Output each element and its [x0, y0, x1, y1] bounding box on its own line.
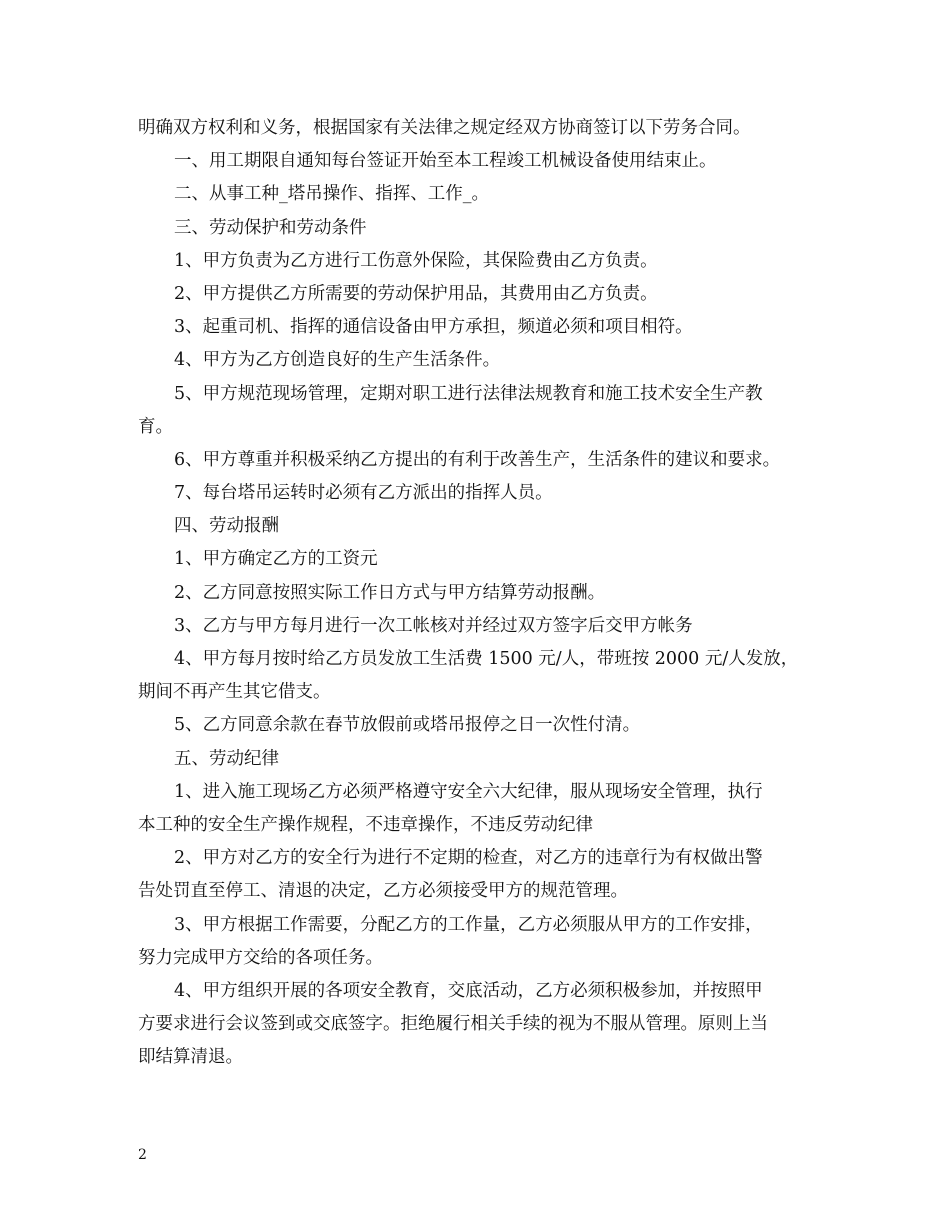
- text-line: 5、甲方规范现场管理，定期对职工进行法律法规教育和施工技术安全生产教: [174, 383, 763, 404]
- text-line: 2、甲方对乙方的安全行为进行不定期的检查，对乙方的违章行为有权做出警: [174, 848, 763, 869]
- text-line: 2、甲方提供乙方所需要的劳动保护用品，其费用由乙方负责。: [174, 283, 658, 304]
- text-line: 7、每台塔吊运转时必须有乙方派出的指挥人员。: [174, 483, 553, 504]
- text-line: 4、甲方为乙方创造良好的生产生活条件。: [174, 350, 501, 371]
- text-line: 2、乙方同意按照实际工作日方式与甲方结算劳动报酬。: [174, 582, 606, 603]
- text-line: 3、乙方与甲方每月进行一次工帐核对并经过双方签字后交甲方帐务: [174, 615, 693, 636]
- text-line: 1、进入施工现场乙方必须严格遵守安全六大纪律，服从现场安全管理，执行: [174, 781, 763, 802]
- text-line: 努力完成甲方交给的各项任务。: [138, 947, 383, 968]
- text-line: 四、劳动报酬: [174, 516, 279, 537]
- text-line: 二、从事工种_塔吊操作、指挥、工作_。: [174, 184, 489, 205]
- text-line: 1、甲方负责为乙方进行工伤意外保险，其保险费由乙方负责。: [174, 250, 658, 271]
- text-line: 4、甲方每月按时给乙方员发放工生活费 1500 元/人，带班按 2000 元/人发放，: [174, 649, 799, 669]
- text-line: 方要求进行会议签到或交底签字。拒绝履行相关手续的视为不服从管理。原则上当: [138, 1014, 768, 1035]
- document-body: [138, 112, 828, 1074]
- text-line: 期间不再产生其它借支。: [138, 682, 331, 703]
- text-line: 明确双方权利和义务，根据国家有关法律之规定经双方协商签订以下劳务合同。: [138, 118, 751, 138]
- text-line: 即结算清退。: [138, 1047, 243, 1068]
- text-line: 3、甲方根据工作需要，分配乙方的工作量，乙方必须服从甲方的工作安排，: [174, 914, 763, 935]
- text-line: 4、甲方组织开展的各项安全教育，交底活动，乙方必须积极参加，并按照甲: [174, 980, 763, 1001]
- text-line: 五、劳动纪律: [174, 748, 279, 769]
- text-line: 本工种的安全生产操作规程，不违章操作，不违反劳动纪律: [138, 814, 593, 835]
- text-line: 3、起重司机、指挥的通信设备由甲方承担，频道必须和项目相符。: [174, 317, 693, 338]
- text-line: 一、用工期限自通知每台签证开始至本工程竣工机械设备使用结束止。: [174, 151, 717, 172]
- text-line: 6、甲方尊重并积极采纳乙方提出的有利于改善生产，生活条件的建议和要求。: [174, 449, 781, 470]
- page-number: 2: [138, 1147, 147, 1163]
- text-line: 5、乙方同意余款在春节放假前或塔吊报停之日一次性付清。: [174, 715, 641, 736]
- text-line: 告处罚直至停工、清退的决定，乙方必须接受甲方的规范管理。: [138, 881, 628, 902]
- text-line: 育。: [138, 416, 173, 437]
- text-line: 三、劳动保护和劳动条件: [174, 217, 367, 238]
- text-line: 1、甲方确定乙方的工资元: [174, 549, 378, 570]
